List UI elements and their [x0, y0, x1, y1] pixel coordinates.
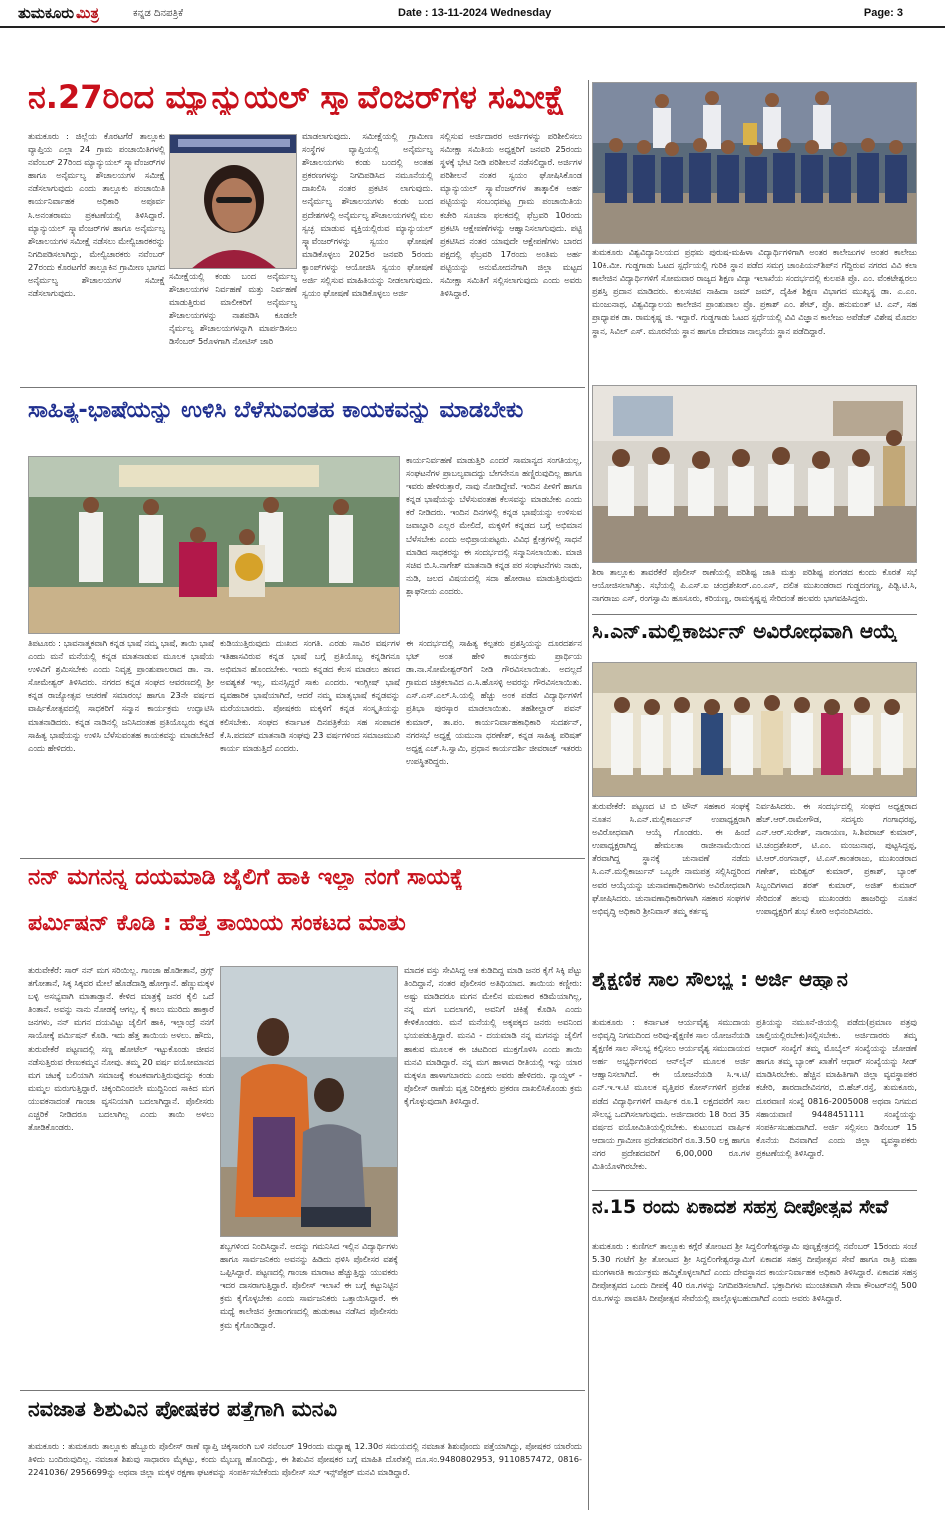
sahitya-right-bottom: ಈ ಸಂದರ್ಭದಲ್ಲಿ ಸಾಹಿತ್ಯ ಕಲ್ಪತರು ಪ್ರಶಸ್ತಿಯನ್ನು ದೂರದರ್ಶನ ಭಟ್ ಅಂತ ಹೇಳಿ ಕಾರ್ಯಕ್ರಮ ಪ್ರಾರ್ಥಿಯ ಡಾ.ನಾ.ಸೋಮೇಶ್ವರ್‌ರಿಗೆ ನೀಡಿ ಗೌರವಿಸಲಾಯಿತು. ಅದಲ್ಲದೆ ಗ್ರಾಮದ ಚಿತ್ರಕಲಾವಿದ ಎ.ಸಿ.ಹೊಸಳ್ಳಿ ಅವರನ್ನು ಗೌರವಿಸಲಾಯಿತು. ಎಸ್.ಎಸ್.ಎಲ್.ಸಿ.ಯಲ್ಲಿ ಹೆಚ್ಚು ಅಂಕ ಪಡೆದ ವಿದ್ಯಾರ್ಥಿಗಳಿಗೆ ಪ್ರತಿಭಾ ಪುರಸ್ಕಾರ ಮಾಡಲಾಯಿತು. ತಹಶೀಲ್ದಾರ್ ಪವನ್ ಕುಮಾರ್, ತಾ.ಪಂ. ಕಾರ್ಯನಿರ್ವಾಹಕಾಧಿಕಾರಿ ಸುದರ್ಶನ್, ನಗರಸಭೆ ಅಧ್ಯಕ್ಷೆ ಯಮುನಾ ಧರಣೇಶ್, ಕನ್ನಡ ಸಾಹಿತ್ಯ ಪರಿಷತ್ ಅಧ್ಯಕ್ಷ ಎಚ್.ಸಿ.ಸ್ವಾಮಿ, ಪ್ರಧಾನ ಕಾರ್ಯದರ್ಶಿ ಜೀವರಾಜ್ ಇತರರು ಉಪಸ್ಥಿತರಿದ್ದರು. [406, 638, 582, 766]
mallikarjun-col2: ನಿರ್ವಹಿಸಿದರು. ಈ ಸಂದರ್ಭದಲ್ಲಿ ಸಂಘದ ಅಧ್ಯಕ್ಷರಾದ ಹೆಚ್.ಆರ್.ರಾಮೇಗೌಡ, ಸದಸ್ಯರು ಗಂಗಾಧರಪ್ಪ, ಎನ್.ಆರ್.ಸುರೇಶ್, ನಾರಾಯಣ, ಸಿ.ಶಿವರಾಜ್ ಕುಮಾರ್, ಟಿ.ಚಂದ್ರಶೇಖರ್, ಟಿ.ಎಂ. ಮಂಜುನಾಥ, ಪುಟ್ಟಸಿದ್ದಪ್ಪ, ಟಿ.ಆರ್.ರಂಗನಾಥ್, ಟಿ.ಎಸ್.ಕಾಂತರಾಜು, ಮುಖಂಡರಾದ ಗಣೇಶ್, ಮರಿಶ್ವರ್ ಕುಮಾರ್, ಪ್ರಕಾಶ್, ಬ್ಯಾಂಕ್ ಸಿಬ್ಬಂದಿಗಳಾದ ಶರತ್ ಕುಮಾರ್, ಅಜಿತ್ ಕುಮಾರ್ ಸೇರಿದಂತೆ ಹಲವು ಮುಖಂಡರು ಹಾಜರಿದ್ದು ನೂತನ ಉಪಾಧ್ಯಕ್ಷರಿಗೆ ಶುಭ ಕೋರಿ ಅಭಿನಂದಿಸಿದರು. [756, 801, 917, 916]
masthead [0, 0, 945, 28]
mother-headline-line1: ನನ್ ಮಗನನ್ನ ದಯಮಾಡಿ ಜೈಲಿಗೆ ಹಾಕಿ ಇಲ್ಲಾ ನಂಗೆ ಸಾಯಕ್ಕೆ [28, 866, 463, 890]
sahitya-col2: ಕುಡಿಯುತ್ತಿರುವುದು ದುಃಖದ ಸಂಗತಿ. ಎರಡು ಸಾವಿರ ವರ್ಷಗಳ ಇತಿಹಾಸವಿರುವ ಕನ್ನಡ ಭಾಷೆ ಬಗ್ಗೆ ಪ್ರತಿಯೊಬ್ಬ ಕನ್ನಡಿಗನೂ ಅಭಿಮಾನ ಹೊಂದಬೇಕು. ಇಂದು ಕನ್ನಡದ ಕೆಲಸ ಮಾಡಲು ಹಣದ ಅವಶ್ಯಕತೆ ಇಲ್ಲ, ಮನಸ್ಸಿದ್ದರೆ ಸಾಕು ಎಂದರು. ಇಂಗ್ಲೀಷ್ ಭಾಷೆ ವ್ಯವಹಾರಿಕ ಭಾಷೆಯಾಗಿದೆ, ಆದರೆ ನಮ್ಮ ಮಾತೃಭಾಷೆ ಕನ್ನಡವನ್ನು ಮರೆಯಬಾರದು. ಪೋಷಕರು ಮಕ್ಕಳಿಗೆ ಕನ್ನಡ ಸಂಸ್ಕೃತಿಯನ್ನು ಕಲಿಸಬೇಕು. ಸಂಘದ ಕರ್ನಾಟಕ ದಿನಪತ್ರಿಕೆಯ ಸಹ ಸಂಪಾದಕ ಕೆ.ಸಿ.ಪದಮ್ ಮಾತನಾಡಿ ಸಂಘವು 23 ವರ್ಷಗಳಿಂದ ಸಮಾಜಮುಖಿ ಕಾರ್ಯ ಮಾಡುತ್ತಿದೆ ಎಂದರು. [220, 638, 400, 753]
mallikarjun-headline: ಸಿ.ಎನ್.ಮಲ್ಲಿಕಾರ್ಜುನ್ ಅವಿರೋಧವಾಗಿ ಆಯ್ಕೆ [592, 620, 898, 642]
deepotsava-body: ತುಮಕೂರು : ಕುಣಿಗಲ್ ತಾಲ್ಲೂಕು ಕಗ್ಗೆರೆ ತೋಂಟದ ಶ್ರೀ ಸಿದ್ದಲಿಂಗೇಶ್ವರಸ್ವಾಮಿ ಪುಣ್ಯಕ್ಷೇತ್ರದಲ್ಲಿ ನವೆಂಬರ್ 15ರಂದು ಸಂಜೆ 5.30 ಗಂಟೆಗೆ ಶ್ರೀ ತೋಂಟದ ಶ್ರೀ ಸಿದ್ದಲಿಂಗೇಶ್ವರಸ್ವಾಮಿಗೆ ಏಕಾದಶ ಸಹಸ್ರ ದೀಪೋತ್ಸವ ಸೇವೆ ಹಾಗೂ ರಾತ್ರಿ ಮಹಾ ಮಂಗಳಾರತಿ ಕಾರ್ಯಕ್ರಮ ಹಮ್ಮಿಕೊಳ್ಳಲಾಗಿದೆ ಎಂದು ದೇವಸ್ಥಾನದ ಕಾರ್ಯನಿರ್ವಾಹಕ ಅಧಿಕಾರಿ ತಿಳಿಸಿದ್ದಾರೆ. ಏಕಾದಶ ಸಹಸ್ರ ದೀಪೋತ್ಸವದ ಒಂದು ದೀಪಕ್ಕೆ 40 ರೂ.ಗಳನ್ನು ನಿಗದಿಪಡಿಸಲಾಗಿದೆ. ಭಕ್ತಾದಿಗಳು ಮುಂಚಿತವಾಗಿ ಸೇವಾ ಕೌಂಟರ್‌ನಲ್ಲಿ 500 ರೂ.ಗಳನ್ನು ಪಾವತಿಸಿ ದೀಪೋತ್ಸವ ಸೇವೆಯಲ್ಲಿ ಪಾಲ್ಗೊಳ್ಳಬಹುದಾಗಿದೆ ಎಂದು ಅವರು ತಿಳಿಸಿದ್ದಾರೆ. [592, 1241, 917, 1304]
event-stage-image [29, 457, 400, 634]
mother-son-photo [220, 966, 398, 1237]
newspaper-tagline: ಕನ್ನಡ ದಿನಪತ್ರಿಕೆ [133, 8, 184, 19]
loan-headline: ಶೈಕ್ಷಣಿಕ ಸಾಲ ಸೌಲಭ್ಯ : ಅರ್ಜಿ ಆಹ್ವಾನ [592, 968, 848, 990]
scavenger-col3: ಸಲ್ಲಿಸುವ ಅರ್ಜಿದಾರರ ಅರ್ಜಿಗಳನ್ನು ಪರಿಶೀಲಿಸಲು ಸಮೀಕ್ಷಾ ಸಮಿತಿಯ ಅಧ್ಯಕ್ಷರಿಗೆ ಜನವರಿ 25ರಂದು ಸ್ಥಳಕ್ಕೆ ಭೇಟಿ ನೀಡಿ ಪರಿಶೀಲನೆ ನಡೆಸಲಿದ್ದಾರೆ. ಅರ್ಜಿಗಳ ಪರಿಶೀಲನೆ ನಂತರ ಸ್ವಯಂ ಘೋಷಿಸಿಕೊಂಡ ಮ್ಯಾನ್ಯುಯಲ್ ಸ್ಕ್ಯಾವೆಂಜರ್‌ಗಳ ತಾತ್ಕಾಲಿಕ ಅರ್ಹ ಪಟ್ಟಿಯನ್ನು ಸಂಬಂಧಪಟ್ಟ ಗ್ರಾಮ ಪಂಚಾಯಿತಿಯ ಕಚೇರಿ ಸೂಚನಾ ಫಲಕದಲ್ಲಿ ಫೆಬ್ರವರಿ 10ರಂದು ಪ್ರಕಟಿಸಿ ಆಕ್ಷೇಪಣೆಗಳನ್ನು ಆಹ್ವಾನಿಸಲಾಗುವುದು. ಪಟ್ಟಿ ಪ್ರಕಟಿಸಿದ ನಂತರ ಯಾವುದೇ ಆಕ್ಷೇಪಣೆಗಳು ಬಾರದ ಪಕ್ಷದಲ್ಲಿ ಫೆಬ್ರವರಿ 17ರಂದು ಅಂತಿಮ ಅರ್ಹ ಪಟ್ಟಿಯನ್ನು ಅನುಮೋದನೆಗಾಗಿ ಜಿಲ್ಲಾ ಮಟ್ಟದ ಸಮೀಕ್ಷಾ ಸಮಿತಿಗೆ ಸಲ್ಲಿಸಲಾಗುವುದು ಎಂದು ಅವರು ತಿಳಿಸಿದ್ದಾರೆ. [440, 131, 582, 299]
official-portrait-photo [169, 134, 297, 269]
group-photo-image [593, 83, 917, 244]
scavenger-col2: ಮಾಡಲಾಗುವುದು. ಸಮೀಕ್ಷೆಯಲ್ಲಿ ಗ್ರಾಮೀಣ ಸಂಸ್ಥೆಗಳ ವ್ಯಾಪ್ತಿಯಲ್ಲಿ ಅನೈರ್ಮಲ್ಯ ಶೌಚಾಲಯಗಳು ಕಂಡು ಬಂದಲ್ಲಿ ಅಂತಹ ಪ್ರಕರಣಗಳನ್ನು ನಿಗದಿಪಡಿಸಿದ ನಮೂನೆಯಲ್ಲಿ ದಾಖಲಿಸಿ ನಂತರ ಪ್ರಕಟಿಸ ಲಾಗುವುದು. ಅನೈರ್ಮಲ್ಯ ಶೌಚಾಲಯಗಳು ಕಂಡು ಬಂದ ಪ್ರದೇಶಗಳಲ್ಲಿ ಅನೈರ್ಮಲ್ಯ ಶೌಚಾಲಯಗಳಲ್ಲಿ ಮಲ ಸ್ವಚ್ಛ ಮಾಡುವ ವ್ಯಕ್ತಿಯಲ್ಲಿರುವ ಮ್ಯಾನ್ಯುಯಲ್ ಸ್ಕ್ಯಾವೆಂಜರ್‌ಗಳನ್ನು ಸ್ವಯಂ ಘೋಷಣೆ ಮಾಡಿಕೊಳ್ಳಲು 2025ರ ಜನವರಿ 5ರಂದು ಕ್ಯಾಂಪ್‌ಗಳನ್ನು ಆಯೋಜಿಸಿ ಸ್ವಯಂ ಘೋಷಣೆ ಅರ್ಜಿ ಸಲ್ಲಿಸುವ ಮಾಹಿತಿಯನ್ನು ನೀಡಲಾಗುವುದು. ಸ್ವಯಂ ಘೋಷಣೆ ಮಾಡಿಕೊಳ್ಳಲು ಅರ್ಜಿ [302, 131, 433, 299]
sports-caption: ತುಮಕೂರು ವಿಶ್ವವಿದ್ಯಾನಿಲಯದ ಪ್ರಥಮ ಪುರುಷ-ಮಹಿಳಾ ವಿದ್ಯಾರ್ಥಿಗಳಿಗಾಗಿ ಅಂತರ ಕಾಲೇಜುಗಳ ಅಂತರ ಕಾಲೇಜು 10ಕಿ.ಮೀ. ಗುಡ್ಡಗಾಡು ಓಟದ ಸ್ಪರ್ಧೆಯಲ್ಲಿ ಗುರಿಕಿ ಸ್ಥಾನ ಪಡೆದ ಸಮಗ್ರ ಚಾಂಪಿಯನ್‌ಶಿಪ್‌ನ ಗೆದ್ದಿರುವ ನಗರದ ವಿವಿ ಕಲಾ ಕಾಲೇಜಿನ ವಿದ್ಯಾರ್ಥಿಗಳಿಗೆ ಸೋಮವಾರ ರಾಜ್ಯದ ಶಿಕ್ಷಣ ವಿದ್ಯಾ ಇಲಾಖೆಯ ಸಂದರ್ಭದಲ್ಲಿ ಕುಲಪತಿ ಪ್ರೊ. ಎಂ. ವೆಂಕಟೇಶ್ವರಲು ಪ್ರಶಸ್ತಿ ಪ್ರದಾನ ಮಾಡಿದರು. ಕುಲಸಚಿವ ನಾಹಿದಾ ಜಮ್ ಜಮ್, ದೈಹಿಕ ಶಿಕ್ಷಣ ವಿಭಾಗದ ಮುಖ್ಯಸ್ಥ ಡಾ. ಎ.ಎಂ. ಮಂಜುನಾಥ, ವಿಶ್ವವಿದ್ಯಾಲಯ ಕಾಲೇಜಿನ ಪ್ರಾಂಶುಪಾಲ ಪ್ರೊ. ಪ್ರಕಾಶ್ ಎಂ. ಶೇಟ್, ಪ್ರೊ. ಹನುಮಂತ್ ಟಿ. ಎನ್, ಸಹ ಪ್ರಾಧ್ಯಾಪಕ ಡಾ. ರಾಮಕೃಷ್ಣ ಜಿ. ಇದ್ದಾರೆ. ಗುಡ್ಡಗಾಡು ಓಟದ ಸ್ಪರ್ಧೆಯಲ್ಲಿ ವಿವಿ ವಿಜ್ಞಾನ ಕಾಲೇಜು ಅಪೆಡೆಜ್ ವಿಶೇಷ ಮೊದಲ ಸ್ಥಾನ, ಸಿವಿಲ್ ಎಸ್. ಮೂರನೆಯ ಸ್ಥಾನ ಹಾಗೂ ದೇವರಾಜ ನಾಲ್ಕನೆಯ ಸ್ಥಾನ ಪಡೆದಿದ್ದಾರೆ. [592, 247, 917, 336]
mother-son-image [221, 967, 398, 1237]
sahitya-col1: ತಿಪಟೂರು : ಭಾವನಾತ್ಮಕವಾಗಿ ಕನ್ನಡ ಭಾಷೆ ನಮ್ಮ ಭಾಷೆ, ತಾಯಿ ಭಾಷೆ ಎಂದು ಮನೆ ಮನೆಯಲ್ಲಿ ಕನ್ನಡ ಮಾತನಾಡುವ ಮೂಲಕ ಭಾಷೆಯ ಉಳಿವಿಗೆ ಶ್ರಮಿಸಬೇಕು ಎಂದು ನಿವೃತ್ತ ಪ್ರಾಂಶುಪಾಲರಾದ ಡಾ. ನಾ. ಸೋಮೇಶ್ವರ್ ತಿಳಿಸಿದರು. ನಗರದ ಕನ್ನಡ ಸಂಘದ ಆವರಣದಲ್ಲಿ ಶ್ರೀ ಕನ್ನಡ ರಾಜ್ಯೋತ್ಸವ ಆಚರಣೆ ಸಮಾರಂಭ ಹಾಗೂ 23ನೇ ವರ್ಷದ ವಾರ್ಷಿಕೋತ್ಸವದಲ್ಲಿ ಸಾಧಕರಿಗೆ ಸನ್ಮಾನ ಕಾರ್ಯಕ್ರಮ ಉದ್ಘಾಟಿಸಿ ಮಾತನಾಡಿದರು. ಕನ್ನಡ ನಾಡಿನಲ್ಲಿ ಜನಿಸಿದಂತಹ ಪ್ರತಿಯೊಬ್ಬರು ಕನ್ನಡ ಸಾಹಿತ್ಯ ಭಾಷೆಯನ್ನು ಉಳಿಸಿ ಬೆಳೆಸುವಂತಹ ಕಾಯಕವನ್ನು ಮಾಡಬೇಕಿದೆ ಎಂದು ಹೇಳಿದರು. [28, 638, 214, 753]
divider [592, 1190, 917, 1191]
cooperative-felicitation-photo [592, 662, 917, 797]
portrait-image [170, 135, 297, 269]
cross-country-winners-photo [592, 82, 917, 244]
divider [592, 614, 917, 615]
divider [20, 387, 585, 388]
shira-meeting-photo [592, 385, 917, 563]
page-number: Page: 3 [863, 7, 903, 19]
mother-col2: ಮಾದಕ ವಸ್ತು ಸೇವಿಸಿದ್ದ ಆತ ಕುಡಿದಿದ್ದ ಮಾಡಿ ಜನರ ಕೈಗೆ ಸಿಕ್ಕಿ ಪೆಟ್ಟು ತಿಂದಿದ್ದಾನೆ, ನಂತರ ಪೊಲೀಸರ ಅತಿಥಿಯಾದ. ತಾಯಿಯ ಕಣ್ಣೀರು: ಅಷ್ಟು ಮಾಡಿದರೂ ಮಗನ ಮೇಲಿನ ಮಮಕಾರ ಕಡಿಮೆಯಾಗಿಲ್ಲ, ನನ್ನ ಮಗ ಬದಲಾಗಲಿ, ಅವನಿಗೆ ಚಿಕಿತ್ಸೆ ಕೊಡಿಸಿ ಎಂದು ಕೇಳಿಕೊಂಡರು. ಮನೆ ಮನೆಯಲ್ಲಿ ಅಕ್ಕಪಕ್ಕದ ಜನರು ಅವನಿಂದ ಭಯಪಡುತ್ತಿದ್ದಾರೆ. ಮನವಿ - ದಯಮಾಡಿ ನನ್ನ ಮಗನನ್ನು ಜೈಲಿಗೆ ಹಾಕುವ ಮೂಲಕ ಈ ಚಟದಿಂದ ಮುಕ್ತಗೊಳಿಸಿ ಎಂದು ತಾಯಿ ಮನವಿ ಮಾಡಿದ್ದಾರೆ. ನನ್ನ ಮಗ ಹಾಳಾದ ರೀತಿಯಲ್ಲಿ ಇನ್ನು ಯಾರ ಮಕ್ಕಳೂ ಹಾಳಾಗಬಾರದು ಎಂದು ಅವರು ಹೇಳಿದರು. ನ್ಯಾಯ್ದಳ್ - ಪೊಲೀಸ್ ಠಾಣೆಯ ವೃತ್ತ ನಿರೀಕ್ಷಕರು ಪ್ರಕರಣ ದಾಖಲಿಸಿಕೊಂಡು ಕ್ರಮ ಕೈಗೊಳ್ಳುವುದಾಗಿ ತಿಳಿಸಿದ್ದಾರೆ. [404, 965, 582, 1106]
meeting-image [593, 386, 917, 563]
scavenger-col2-lower: ಸಮೀಕ್ಷೆಯಲ್ಲಿ ಕಂಡು ಬಂದ ಅನೈರ್ಮಲ್ಯ ಶೌಚಾಲಯಗಳ ನಿರ್ವಹಣೆ ಮತ್ತು ನಿರ್ವಹಣೆ ಮಾಡುತ್ತಿರುವ ಮಾಲೀಕರಿಗೆ ಅನೈರ್ಮಲ್ಯ ಶೌಚಾಲಯಗಳನ್ನು ನಾಶಪಡಿಸಿ ಕೂಡಲೇ ನೈರ್ಮಲ್ಯ ಶೌಚಾಲಯಗಳನ್ನಾಗಿ ಮಾರ್ಪಡಿಸಲು ಡಿಸೆಂಬರ್ 5ರೊಳಗಾಗಿ ನೋಟಿಸ್ ಜಾರಿ [169, 271, 297, 347]
mother-col3: ಶಬ್ಬಗಳಿಂದ ನಿಂದಿಸಿದ್ದಾನೆ. ಅದನ್ನು ಗಮನಿಸಿದ ಇಲ್ಲಿನ ವಿದ್ಯಾರ್ಥಿಗಳು ಹಾಗೂ ಸಾರ್ವಜನಿಕರು ಅವನನ್ನು ಹಿಡಿದು ಥಳಿಸಿ ಪೊಲೀಸರ ವಶಕ್ಕೆ ಒಪ್ಪಿಸಿದ್ದಾರೆ. ಪಟ್ಟಣದಲ್ಲಿ ಗಾಂಜಾ ಮಾರಾಟ ಹೆಚ್ಚುತ್ತಿದ್ದು ಯುವಕರು ಇದರ ದಾಸರಾಗುತ್ತಿದ್ದಾರೆ. ಪೊಲೀಸ್ ಇಲಾಖೆ ಈ ಬಗ್ಗೆ ಕಟ್ಟುನಿಟ್ಟಿನ ಕ್ರಮ ಕೈಗೊಳ್ಳಬೇಕು ಎಂದು ಸಾರ್ವಜನಿಕರು ಒತ್ತಾಯಿಸಿದ್ದಾರೆ. ಈ ಮಧ್ಯೆ ಕಾಲೇಜಿನ ಕ್ರೀಡಾಂಗಣದಲ್ಲಿ ಹುಡುಕಾಟ ನಡೆಸಿದ ಪೊಲೀಸರು ಕ್ರಮ ಕೈಗೊಂಡಿದ್ದಾರೆ. [220, 1241, 398, 1330]
felicitation-event-photo [28, 456, 400, 634]
sahitya-headline: ಸಾಹಿತ್ಯ-ಭಾಷೆಯನ್ನು ಉಳಿಸಿ ಬೆಳೆಸುವಂತಹ ಕಾಯಕವನ್ನು ಮಾಡಬೇಕು [28, 398, 524, 423]
divider [20, 1390, 585, 1391]
cooperative-group-image [593, 663, 917, 797]
issue-date: Date : 13-11-2024 Wednesday [398, 7, 552, 19]
sahitya-right-top: ಕಾರ್ಯನಿರ್ವಹಣೆ ಮಾಡುತ್ತಿರಿ ಎಂದರೆ ಸಾಮಾನ್ಯದ ಸಂಗತಿಯಲ್ಲ, ಸಂಘಟನೆಗಳ ಪ್ರಾಬಲ್ಯವಾದದ್ದು ಬೇಗನೇನೂ ಹಣ್ಣಿರುವುದಿಲ್ಲ ಹಾಗೂ ಇವರು ಹೇಳಿರುತ್ತಾರೆ, ನಾವು ನೋಡಿದ್ದೇವೆ. ಇಂದಿನ ಪೀಳಿಗೆ ಹಾಗೂ ಕನ್ನಡ ಭಾಷೆಯನ್ನು ಬೆಳೆಸುವಂತಹ ಕೆಲಸವನ್ನು ಮಾಡಬೇಕು ಎಂದು ಕರೆ ನೀಡಿದರು. ಇಂದಿನ ದಿನಗಳಲ್ಲಿ ಕನ್ನಡ ಭಾಷೆಯನ್ನು ಉಳಿಸುವ ಜವಾಬ್ದಾರಿ ಎಲ್ಲರ ಮೇಲಿದೆ, ಮಕ್ಕಳಿಗೆ ಕನ್ನಡದ ಬಗ್ಗೆ ಅಭಿಮಾನ ಬೆಳೆಸಬೇಕು ಎಂದು ಅಭಿಪ್ರಾಯಪಟ್ಟರು. ವಿವಿಧ ಕ್ಷೇತ್ರಗಳಲ್ಲಿ ಸಾಧನೆ ಮಾಡಿದ ಸಾಧಕರನ್ನು ಈ ಸಂದರ್ಭದಲ್ಲಿ ಸನ್ಮಾನಿಸಲಾಯಿತು. ಮಾಜಿ ಸಚಿವ ಬಿ.ಸಿ.ನಾಗೇಶ್ ಮಾತನಾಡಿ ಕನ್ನಡ ಪರ ಸಂಘಟನೆಗಳು ನಾಡು, ನುಡಿ, ಜಲದ ವಿಷಯದಲ್ಲಿ ಸದಾ ಹೋರಾಟ ಮಾಡುತ್ತಿರುವುದು ಶ್ಲಾಘನೀಯ ಎಂದರು. [406, 455, 582, 596]
scavenger-headline: ನ.27ರಿಂದ ಮ್ಯಾನ್ಯುಯಲ್ ಸ್ಕ್ಯಾವೆಂಜರ್‌ಗಳ ಸಮೀಕ್ಷೆ [28, 80, 566, 116]
mother-headline-line2: ಪರ್ಮಿಷನ್ ಕೊಡಿ : ಹೆತ್ತ ತಾಯಿಯ ಸಂಕಟದ ಮಾತು [28, 912, 406, 936]
loan-col2: ಪ್ರತಿಯನ್ನು ನಮೂನೆ-ಜಿಯಲ್ಲಿ ಪಡೆದು(ಪ್ರಮಾಣ ಪತ್ರವು ಚಾಲ್ತಿಯಲ್ಲಿರಬೇಕು)ಸಲ್ಲಿಸಬೇಕು. ಅರ್ಜಿದಾರರು ತಮ್ಮ ಆಧಾರ್ ಸಂಖ್ಯೆಗೆ ತಮ್ಮ ಮೊಬೈಲ್ ಸಂಖ್ಯೆಯನ್ನು ಜೋಡಣೆ ಹಾಗೂ ತಮ್ಮ ಬ್ಯಾಂಕ್ ಖಾತೆಗೆ ಆಧಾರ್ ಸಂಖ್ಯೆಯನ್ನು ಸೀಡ್ ಮಾಡಿಸಿರಬೇಕು. ಹೆಚ್ಚಿನ ಮಾಹಿತಿಗಾಗಿ ಜಿಲ್ಲಾ ವ್ಯವಸ್ಥಾಪಕರ ಕಚೇರಿ, ಶಾರದಾದೇವಿನಗರ, ಬಿ.ಹೆಚ್.ರಸ್ತೆ, ತುಮಕೂರು, ದೂರವಾಣಿ ಸಂಖ್ಯೆ 0816-2005008 ಅಥವಾ ನಿಗಮದ ಸಹಾಯವಾಣಿ 9448451111 ಸಂಖ್ಯೆಯನ್ನು ಸಂಪರ್ಕಿಸಬಹುದಾಗಿದೆ. ಅರ್ಜಿ ಸಲ್ಲಿಸಲು ಡಿಸೆಂಬರ್ 15 ಕೊನೆಯ ದಿನವಾಗಿದೆ ಎಂದು ಜಿಲ್ಲಾ ವ್ಯವಸ್ಥಾಪಕರು ಪ್ರಕಟಣೆಯಲ್ಲಿ ತಿಳಿಸಿದ್ದಾರೆ. [756, 1017, 917, 1158]
column-divider [588, 80, 589, 1510]
loan-col1: ತುಮಕೂರು : ಕರ್ನಾಟಕ ಆರ್ಯವೈಶ್ಯ ಸಮುದಾಯ ಅಭಿವೃದ್ಧಿ ನಿಗಮದಿಂದ ಅರಿವು-ಶೈಕ್ಷಣಿಕ ಸಾಲ ಯೋಜನೆಯಡಿ ಶೈಕ್ಷಣಿಕ ಸಾಲ ಸೌಲಭ್ಯ ಕಲ್ಪಿಸಲು ಆರ್ಯವೈಶ್ಯ ಸಮುದಾಯದ ಅರ್ಹ ಅಭ್ಯರ್ಥಿಗಳಿಂದ ಆನ್‌ಲೈನ್ ಮೂಲಕ ಅರ್ಜಿ ಆಹ್ವಾನಿಸಲಾಗಿದೆ. ಈ ಯೋಜನೆಯಡಿ ಸಿ.ಇ.ಟಿ/ಎನ್.ಇ.ಇ.ಟಿ ಮೂಲಕ ವೃತ್ತಿಪರ ಕೋರ್ಸ್‌ಗಳಿಗೆ ಪ್ರವೇಶ ಪಡೆದ ವಿದ್ಯಾರ್ಥಿಗಳಿಗೆ ವಾರ್ಷಿಕ ರೂ.1 ಲಕ್ಷದವರೆಗೆ ಸಾಲ ಸೌಲಭ್ಯ ಒದಗಿಸಲಾಗುವುದು. ಅರ್ಜಿದಾರರು 18 ರಿಂದ 35 ವರ್ಷದ ವಯೋಮಿತಿಯಲ್ಲಿರಬೇಕು. ಕುಟುಂಬದ ವಾರ್ಷಿಕ ಆದಾಯ ಗ್ರಾಮೀಣ ಪ್ರದೇಶದವರಿಗೆ ರೂ.3.50 ಲಕ್ಷ ಹಾಗೂ ನಗರ ಪ್ರದೇಶದವರಿಗೆ 6,00,000 ರೂ.ಗಳ ಮಿತಿಯೊಳಗಿರಬೇಕು. [592, 1017, 750, 1172]
mallikarjun-col1: ತುರುವೇಕೆರೆ: ಪಟ್ಟಣದ ಟಿ ಬಿ ಟೌನ್ ಸಹಕಾರ ಸಂಘಕ್ಕೆ ನೂತನ ಸಿ.ಎನ್.ಮಲ್ಲಿಕಾರ್ಜುನ್ ಉಪಾಧ್ಯಕ್ಷರಾಗಿ ಅವಿರೋಧವಾಗಿ ಆಯ್ಕೆ ಗೊಂಡರು. ಈ ಹಿಂದೆ ಉಪಾಧ್ಯಕ್ಷರಾಗಿದ್ದ ಹೇಮಲತಾ ರಾಜೀನಾಮೆಯಿಂದ ತೆರವಾಗಿದ್ದ ಸ್ಥಾನಕ್ಕೆ ಚುನಾವಣೆ ನಡೆದು ಸಿ.ಎನ್.ಮಲ್ಲಿಕಾರ್ಜುನ್ ಒಬ್ಬರೇ ನಾಮಪತ್ರ ಸಲ್ಲಿಸಿದ್ದರಿಂದ ಅವರ ಆಯ್ಕೆಯನ್ನು ಚುನಾವಣಾಧಿಕಾರಿಗಳು ಅವಿರೋಧವಾಗಿ ಘೋಷಿಸಿದರು. ಚುನಾವಣಾಧಿಕಾರಿಗಳಾಗಿ ಸಹಕಾರ ಸಂಘಗಳ ಅಭಿವೃದ್ಧಿ ಅಧಿಕಾರಿ ಶ್ರೀನಿವಾಸ್ ತಮ್ಮ ಕರ್ತವ್ಯ [592, 801, 750, 916]
divider [20, 858, 585, 859]
newborn-body: ತುಮಕೂರು : ತುಮಕೂರು ತಾಲ್ಲೂಕು ಹೆಬ್ಬೂರು ಪೊಲೀಸ್ ಠಾಣೆ ವ್ಯಾಪ್ತಿ ಚಿಕ್ಕಸಾರಂಗಿ ಬಳಿ ನವೆಂಬರ್ 19ರಂದು ಮಧ್ಯಾಹ್ನ 12.30ರ ಸಮಯದಲ್ಲಿ ನವಜಾತ ಶಿಶುವೊಂದು ಪತ್ತೆಯಾಗಿದ್ದು, ಪೋಷಕರ ಯಾರೆಂದು ತಿಳಿದು ಬಂದಿರುವುದಿಲ್ಲ. ನವಜಾತ ಶಿಶುವು ಸಾಧಾರಣ ಮೈಕಟ್ಟು, ಕಂದು ಮೈಬಣ್ಣ ಹೊಂದಿದ್ದು, ಈ ಶಿಶುವಿನ ಪೋಷಕರ ಬಗ್ಗೆ ಮಾಹಿತಿ ದೊರೆತಲ್ಲಿ ದೂ.ಸಂ.9480802953, 9110857472, 0816-2241036/ 2956699ನ್ನು ಅಥವಾ ಜಿಲ್ಲಾ ಮಕ್ಕಳ ರಕ್ಷಣಾ ಘಟಕವನ್ನು ಸಂಪರ್ಕಿಸಬೇಕೆಂದು ಪೊಲೀಸ್ ಸಬ್ ಇನ್ಸ್‌ಪೆಕ್ಟರ್ ಮನವಿ ಮಾಡಿದ್ದಾರೆ. [28, 1441, 582, 1478]
scavenger-col1: ತುಮಕೂರು : ಜಿಲ್ಲೆಯ ಕೊರಟಗೆರೆ ತಾಲ್ಲೂಕು ವ್ಯಾಪ್ತಿಯ ಎಲ್ಲಾ 24 ಗ್ರಾಮ ಪಂಚಾಯಿತಿಗಳಲ್ಲಿ ನವೆಂಬರ್ 27ರಿಂದ ಮ್ಯಾನ್ಯುಯಲ್ ಸ್ಕ್ಯಾವೆಂಜರ್‌ಗಳ ಹಾಗೂ ಅನೈರ್ಮಲ್ಯ ಶೌಚಾಲಯಗಳ ಸಮೀಕ್ಷೆ ನಡೆಸಲಾಗುವುದು ಎಂದು ತಾಲ್ಲೂಕು ಪಂಚಾಯಿತಿ ಕಾರ್ಯನಿರ್ವಾಹಕ ಅಧಿಕಾರಿ ಅಪೂರ್ವ ಸಿ.ಅನಂತರಾಮು ಪ್ರಕಟಣೆಯಲ್ಲಿ ತಿಳಿಸಿದ್ದಾರೆ. ಮ್ಯಾನ್ಯುಯಲ್ ಸ್ಕ್ಯಾವೆಂಜರ್‌ಗಳ ಹಾಗೂ ಅನೈರ್ಮಲ್ಯ ಶೌಚಾಲಯಗಳ ಸಮೀಕ್ಷೆ ನಡೆಸಲು ಮೇಲ್ವಿಚಾರಕರನ್ನು ನಿಗದಿಪಡಿಸಲಾಗಿದ್ದು, ಮೇಲ್ವಿಚಾರಕರು ನವೆಂಬರ್ 27ರಂದು ಕೊರಟಗೆರೆ ತಾಲ್ಲೂಕಿನ ಗ್ರಾಮೀಣ ಭಾಗದ ಅನೈರ್ಮಲ್ಯ ಶೌಚಾಲಯಗಳ ಸಮೀಕ್ಷೆ ನಡೆಸಲಾಗುವುದು. [28, 131, 165, 299]
shira-caption: ಶಿರಾ ತಾಲ್ಲೂಕು ತಾವರೆಕೆರೆ ಪೊಲೀಸ್ ಠಾಣೆಯಲ್ಲಿ ಪರಿಶಿಷ್ಟ ಜಾತಿ ಮತ್ತು ಪರಿಶಿಷ್ಟ ಪಂಗಡದ ಕುಂದು ಕೊರತೆ ಸಭೆ ಆಯೋಜಿಸಲಾಗಿತ್ತು. ಸಭೆಯಲ್ಲಿ ಪಿ.ಎಸ್.ಐ ಚಂದ್ರಶೇಖರ್.ಎಂ.ಎಸ್, ದಲಿತ ಮುಖಂಡರಾದ ಗುಡ್ಡದಂಗಣ್ಣ, ಪಿಡ್ಟಿ.ಟಿ.ಸಿ, ನಾಗರಾಜು ಎಸ್, ರಂಗಸ್ವಾಮಿ ಹೂಸೂರು, ಕರಿಯಣ್ಣ, ರಾಮಕೃಷ್ಣಪ್ಪ ಸೇರಿದಂತೆ ಹಲವರು ಭಾಗವಹಿಸಿದ್ದರು. [592, 567, 917, 604]
newborn-headline: ನವಜಾತ ಶಿಶುವಿನ ಪೋಷಕರ ಪತ್ತೆಗಾಗಿ ಮನವಿ [28, 1398, 337, 1421]
deepotsava-headline: ನ.15 ರಂದು ಏಕಾದಶ ಸಹಸ್ರ ದೀಪೋತ್ಸವ ಸೇವೆ [592, 1197, 889, 1218]
newspaper-logo: ತುಮಕೂರು ಮಿತ್ರ [18, 4, 99, 22]
mother-col1: ತುರುವೇಕೆರೆ: ಸಾರ್ ನನ್ ಮಗ ಸರಿಯಿಲ್ಲ. ಗಾಂಜಾ ಹೊಡೀತಾನೆ, ಡ್ರಗ್ಸ್ ತಗೋತಾನೆ, ಸಿಕ್ಕ ಸಿಕ್ಕವರ ಮೇಲೆ ಹೊಡೆದಾಡ್ತಿ ಹೋಗ್ತಾನೆ. ಹೆಣ್ಣುಮಕ್ಕಳ ಬಳ್ಳಿ ಅಸಭ್ಯವಾಗಿ ಮಾತಾಡ್ತಾನೆ. ಕೇಳಿದ ಮಾತ್ರಕ್ಕೆ ಜನರ ಕೈಲಿ ಒದೆ ತಿಂತಾನೆ. ಅವನ್ನು ನಾನು ನೋಡಕ್ಕೆ ಆಗಲ್ಲ, ಕೈ ಕಾಲು ಮುರಿದು ಹಾಕ್ತಾರೆ ಜನಗಳು, ನನ್ ಮಗನ ದಯವಿಟ್ಟು ಜೈಲಿಗೆ ಹಾಕಿ, ಇಲ್ಲಾಂದ್ರೆ ನನಗೆ ಸಾಯೋಕ್ಕೆ ಪರ್ಮಿಷನ್ ಕೊಡಿ. ಇದು ಹೆತ್ತ ತಾಯಿಯ ಅಳಲು. ಹೌದು, ತುರುವೇಕೆರೆ ಪಟ್ಟಣದಲ್ಲಿ ಸಣ್ಣ ಹೋಟೆಲ್ ಇಟ್ಟುಕೊಂಡು ಜೀವನ ನಡೆಸುತ್ತಿರುವ ರೇಣುಕಮ್ಮನ ನೋವು. ತಮ್ಮ 20 ವರ್ಷ ವಯೋಮಾನದ ಮಗ ಚಟಕ್ಕೆ ಬಲಿಯಾಗಿ ಸಮಾಜಕ್ಕೆ ಕಂಟಕವಾಗುತ್ತಿರುವುದನ್ನು ಕಂಡು ಮಮ್ಮಲ ಮರುಗುತ್ತಿದ್ದಾರೆ. ಚಿಕ್ಕಂದಿನಿಂದಲೇ ಮುದ್ದಿನಿಂದ ಸಾಕಿದ ಮಗ ಯುವಕನಾದಂತೆ ಗಾಂಜಾ ವ್ಯಸನಿಯಾಗಿ ಬದಲಾಗಿದ್ದಾನೆ. ಪೊಲೀಸರು ಎಚ್ಚರಿಕೆ ನೀಡಿದರೂ ಬದಲಾಗಿಲ್ಲ ಎಂದು ತಾಯಿ ಅಳಲು ತೋಡಿಕೊಂಡರು. [28, 965, 214, 1133]
